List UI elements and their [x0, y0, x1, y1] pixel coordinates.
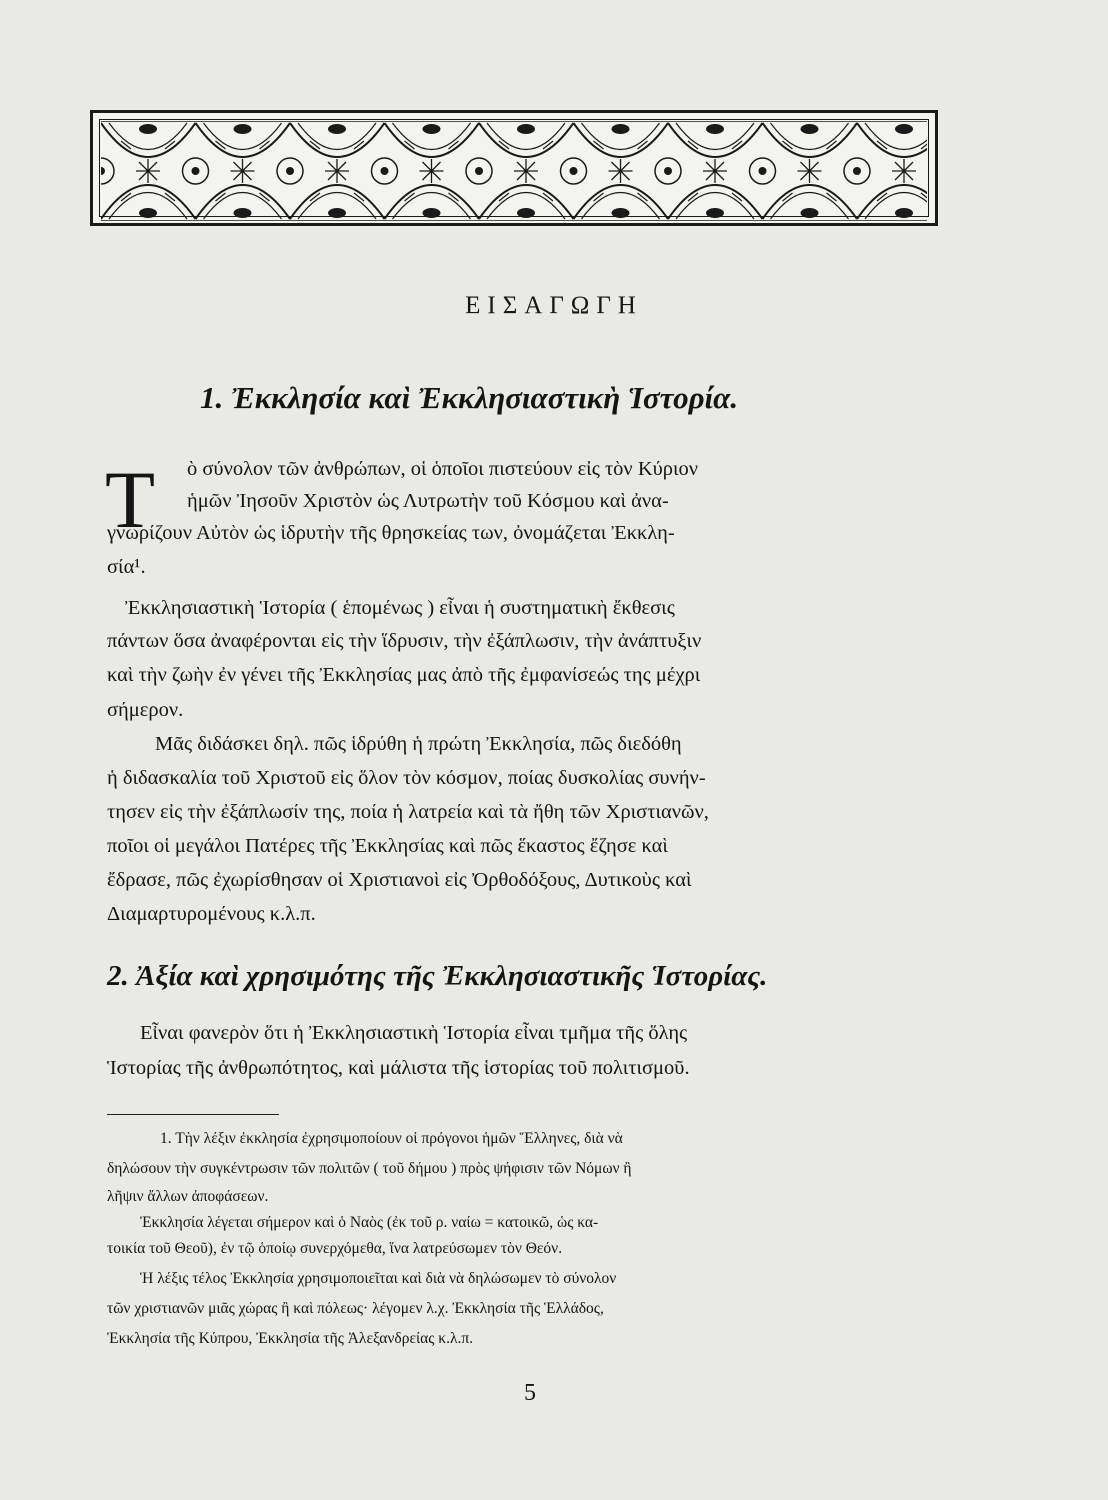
paragraph-2-line: καὶ τὴν ζωὴν ἐν γένει τῆς Ἐκκλησίας μας ἀπὸ τῆς ἐμφανίσεώς της μέχρι: [107, 664, 701, 686]
footnote-line: 1. Τὴν λέξιν ἐκκλησία ἐχρησιμοποίουν οἱ πρόγονοι ἡμῶν Ἕλληνες, διὰ νὰ: [160, 1130, 623, 1147]
footnote-line: λῆψιν ἄλλων ἀποφάσεων.: [107, 1188, 269, 1205]
page-heading: ΕΙΣΑΓΩΓΗ: [465, 292, 643, 319]
drop-cap: Τ: [105, 454, 156, 545]
footnote-line: Ἐκκλησία τῆς Κύπρου, Ἐκκλησία τῆς Ἀλεξανδρείας κ.λ.π.: [107, 1330, 474, 1347]
paragraph-2-line: Ἐκκλησιαστικὴ Ἱστορία ( ἑπομένως ) εἶναι ἡ συστηματικὴ ἔκθεσις: [125, 597, 675, 619]
footnote-line: Ἐκκλησία λέγεται σήμερον καὶ ὁ Ναὸς (ἐκ τοῦ ρ. ναίω = κατοικῶ, ὡς κα-: [140, 1214, 599, 1231]
paragraph-3-line: Μᾶς διδάσκει δηλ. πῶς ἱδρύθη ἡ πρώτη Ἐκκλησία, πῶς διεδόθη: [155, 733, 682, 755]
paragraph-1-line: γνωρίζουν Αὐτὸν ὡς ἱδρυτὴν τῆς θρησκείας των, ὀνομάζεται Ἐκκλη-: [107, 522, 675, 544]
footnote-line: Ἡ λέξις τέλος Ἐκκλησία χρησιμοποιεῖται καὶ διὰ νὰ δηλώσωμεν τὸ σύνολον: [140, 1270, 617, 1287]
paragraph-3-line: τησεν εἰς τὴν ἐξάπλωσίν της, ποία ἡ λατρεία καὶ τὰ ἤθη τῶν Χριστιανῶν,: [107, 801, 709, 823]
paragraph-3-line: ποῖοι οἱ μεγάλοι Πατέρες τῆς Ἐκκλησίας καὶ πῶς ἕκαστος ἔζησε καὶ: [107, 835, 668, 857]
footnote-divider: [107, 1114, 279, 1115]
paragraph-4-line: Ἱστορίας τῆς ἀνθρωπότητος, καὶ μάλιστα τῆς ἱστορίας τοῦ πολιτισμοῦ.: [107, 1057, 690, 1079]
paragraph-1-line: ἡμῶν Ἰησοῦν Χριστὸν ὡς Λυτρωτὴν τοῦ Κόσμου καὶ ἀνα-: [187, 490, 669, 512]
paragraph-3-line: ἔδρασε, πῶς ἐχωρίσθησαν οἱ Χριστιανοὶ εἰς Ὀρθοδόξους, Δυτικοὺς καὶ: [107, 869, 692, 891]
paragraph-4-line: Εἶναι φανερὸν ὅτι ἡ Ἐκκλησιαστικὴ Ἱστορία εἶναι τμῆμα τῆς ὅλης: [140, 1022, 688, 1044]
paragraph-3-line: ἡ διδασκαλία τοῦ Χριστοῦ εἰς ὅλον τὸν κόσμον, ποίας δυσκολίας συνήν-: [107, 767, 706, 789]
footnote-line: τοικία τοῦ Θεοῦ), ἐν τῷ ὁποίῳ συνερχόμεθα, ἵνα λατρεύσωμεν τὸν Θεόν.: [107, 1240, 563, 1257]
section-2-title: 2. Ἀξία καὶ χρησιμότης τῆς Ἐκκλησιαστικῆς Ἱστορίας.: [107, 960, 768, 992]
footnote-line: τῶν χριστιανῶν μιᾶς χώρας ἢ καὶ πόλεως· λέγομεν λ.χ. Ἐκκλησία τῆς Ἑλλάδος,: [107, 1300, 604, 1317]
paragraph-1-line: σία¹.: [107, 556, 146, 578]
paragraph-2-line: πάντων ὅσα ἀναφέρονται εἰς τὴν ἵδρυσιν, τὴν ἐξάπλωσιν, τὴν ἀνάπτυξιν: [107, 630, 702, 652]
paragraph-3-line: Διαμαρτυρομένους κ.λ.π.: [107, 903, 316, 925]
paragraph-2-line: σήμερον.: [107, 699, 184, 721]
section-1-title: 1. Ἐκκλησία καὶ Ἐκκλησιαστικὴ Ἱστορία.: [200, 380, 739, 415]
page-number: 5: [524, 1380, 536, 1406]
ornament-pattern-icon: [101, 121, 927, 221]
paragraph-1-line: ὸ σύνολον τῶν ἀνθρώπων, οἱ ὁποῖοι πιστεύουν εἰς τὸν Κύριον: [187, 458, 699, 480]
decorative-header-border: [90, 110, 938, 226]
footnote-line: δηλώσουν τὴν συγκέντρωσιν τῶν πολιτῶν ( τοῦ δήμου ) πρὸς ψήφισιν τῶν Νόμων ἢ: [107, 1160, 632, 1177]
